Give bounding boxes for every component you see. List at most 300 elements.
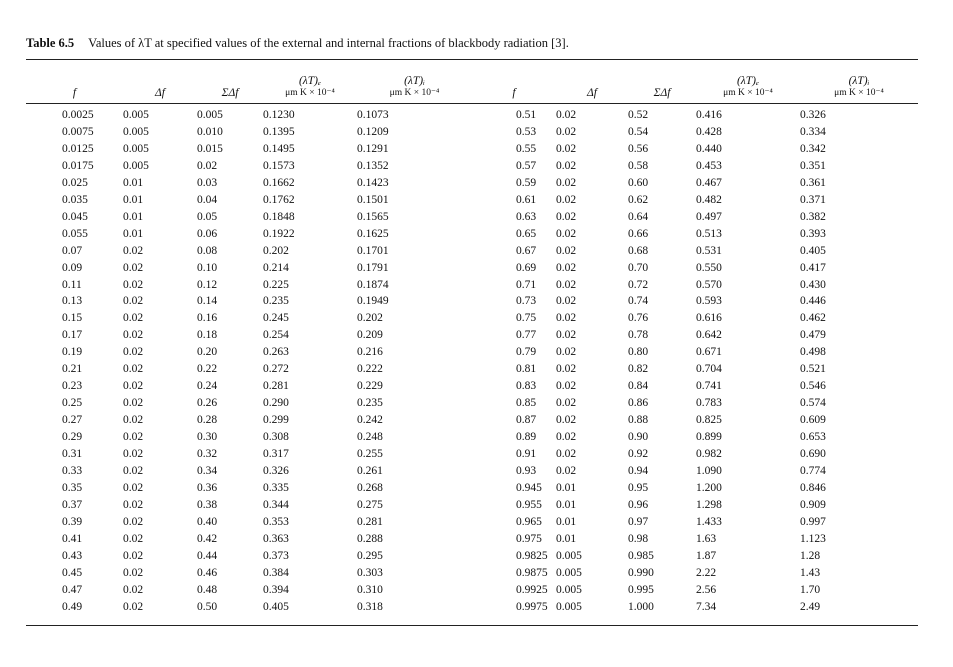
table-cell: 0.25 [62,397,83,410]
table-cell: 0.83 [516,380,537,393]
table-row [26,582,918,599]
table-cell: 0.272 [263,363,289,376]
table-cell: 0.02 [123,380,144,393]
table-cell: 0.290 [263,397,289,410]
table-cell: 0.02 [123,312,144,325]
table-cell: 0.513 [696,227,722,240]
table-cell: 0.89 [516,431,537,444]
table-cell: 0.382 [800,210,826,223]
table-cell: 0.1791 [357,261,389,274]
table-cell: 0.16 [197,312,218,325]
table-cell: 0.1423 [357,176,389,189]
table-cell: 0.02 [123,397,144,410]
col-header: (λT)ₑ μm K × 10⁻⁴ [723,75,773,98]
table-cell: 0.24 [197,380,218,393]
table-cell: 0.17 [62,329,83,342]
table-cell: 0.02 [556,159,577,172]
table-cell: 0.68 [628,244,649,257]
table-cell: 0.93 [516,465,537,478]
table-cell: 0.76 [628,312,649,325]
table-cell: 0.01 [556,532,577,545]
table-cell: 0.01 [556,481,577,494]
table-cell: 0.59 [516,176,537,189]
table-cell: 0.005 [556,566,582,579]
table-row [26,344,918,361]
table-cell: 0.02 [123,515,144,528]
table-cell: 0.65 [516,227,537,240]
table-cell: 0.417 [800,261,826,274]
table-cell: 0.025 [62,176,88,189]
table-cell: 0.02 [556,210,577,223]
table-cell: 0.574 [800,397,826,410]
table-cell: 0.0025 [62,109,94,121]
col-header: f [512,87,516,99]
table-cell: 0.14 [197,295,218,308]
table-cell: 0.78 [628,329,649,342]
table-cell: 0.9925 [516,583,548,596]
table-cell: 0.42 [197,532,218,545]
table-cell: 0.02 [123,600,144,613]
table-cell: 0.80 [628,346,649,359]
table-cell: 0.373 [263,549,289,562]
table-cell: 7.34 [696,600,717,613]
table-cell: 0.09 [62,261,83,274]
table-cell: 0.02 [123,465,144,478]
table-cell: 0.44 [197,549,218,562]
table-cell: 0.704 [696,363,722,376]
table-cell: 0.01 [556,498,577,511]
table-cell: 0.281 [263,380,289,393]
table-row [26,260,918,277]
table-cell: 0.02 [556,431,577,444]
table-row [26,429,918,446]
table-cell: 0.430 [800,278,826,291]
table-cell: 0.550 [696,261,722,274]
table-cell: 0.479 [800,329,826,342]
table-cell: 0.02 [556,448,577,461]
table-cell: 0.71 [516,278,537,291]
table-cell: 0.98 [628,532,649,545]
table-cell: 0.1565 [357,210,389,223]
table-row [26,141,918,158]
table-cell: 0.94 [628,465,649,478]
table-cell: 0.27 [62,414,83,427]
table-row [26,293,918,310]
table-cell: 0.222 [357,363,383,376]
table-cell: 0.741 [696,380,722,393]
table-cell: 0.34 [197,465,218,478]
table-cell: 0.1495 [263,142,295,155]
table-cell: 0.462 [800,312,826,325]
table-cell: 0.29 [62,431,83,444]
table-cell: 0.405 [263,600,289,613]
table-cell: 0.02 [556,193,577,206]
table-row [26,101,918,124]
table-cell: 0.01 [123,227,144,240]
table-cell: 0.690 [800,448,826,461]
table-cell: 2.56 [696,583,717,596]
table-cell: 0.88 [628,414,649,427]
table-cell: 0.416 [696,109,722,121]
table-cell: 0.308 [263,431,289,444]
table-cell: 0.521 [800,363,826,376]
table-cell: 0.02 [123,414,144,427]
table-cell: 0.73 [516,295,537,308]
table-cell: 0.02 [556,465,577,478]
table-cell: 0.02 [556,278,577,291]
col-header: Δf [155,87,165,99]
table-cell: 0.334 [800,125,826,138]
table-cell: 0.87 [516,414,537,427]
table-cell: 0.02 [197,159,218,172]
table-cell: 0.02 [123,261,144,274]
table-cell: 0.62 [628,193,649,206]
table-cell: 0.570 [696,278,722,291]
table-cell: 0.66 [628,227,649,240]
table-cell: 0.13 [62,295,83,308]
table-cell: 0.75 [516,312,537,325]
table-cell: 0.57 [516,159,537,172]
table-cell: 0.02 [556,176,577,189]
table-row [26,480,918,497]
table-cell: 0.1762 [263,193,295,206]
table-row [26,378,918,395]
table-cell: 0.79 [516,346,537,359]
table-cell: 0.995 [628,583,654,596]
table-cell: 0.02 [123,448,144,461]
table-cell: 0.0075 [62,125,94,138]
table-cell: 0.38 [197,498,218,511]
table-cell: 0.85 [516,397,537,410]
table-cell: 0.23 [62,380,83,393]
table-cell: 0.47 [62,583,83,596]
table-cell: 0.84 [628,380,649,393]
table-row [26,175,918,192]
table-cell: 0.440 [696,142,722,155]
table-row [26,243,918,260]
table-cell: 0.990 [628,566,654,579]
table-cell: 0.20 [197,346,218,359]
table-cell: 0.965 [516,515,542,528]
table-cell: 0.02 [556,414,577,427]
table-cell: 0.846 [800,481,826,494]
table-cell: 0.96 [628,498,649,511]
table-cell: 0.60 [628,176,649,189]
table-cell: 0.546 [800,380,826,393]
table-cell: 0.997 [800,515,826,528]
table-cell: 0.97 [628,515,649,528]
col-header: ΣΔf [653,87,671,99]
table-cell: 0.015 [197,142,223,155]
table-cell: 0.40 [197,515,218,528]
col-header: (λT)ₑ μm K × 10⁻⁴ [285,75,335,98]
table-cell: 0.46 [197,566,218,579]
table-cell: 0.1352 [357,159,389,172]
table-cell: 0.12 [197,278,218,291]
table-row [26,310,918,327]
table-cell: 0.955 [516,498,542,511]
table-cell: 0.005 [556,600,582,613]
table-row [26,124,918,141]
table-cell: 1.87 [696,549,717,562]
table-cell: 0.214 [263,261,289,274]
table-cell: 0.67 [516,244,537,257]
table-cell: 0.446 [800,295,826,308]
table-cell: 0.235 [263,295,289,308]
table-cell: 0.02 [556,109,577,121]
table-cell: 0.02 [556,312,577,325]
table-cell: 0.005 [123,125,149,138]
table-cell: 0.02 [556,380,577,393]
col-header: (λT)ᵢ μm K × 10⁻⁴ [389,75,440,98]
table-cell: 0.609 [800,414,826,427]
table-cell: 2.22 [696,566,717,579]
table-cell: 1.70 [800,583,821,596]
table-cell: 0.11 [62,278,82,291]
table-cell: 0.361 [800,176,826,189]
table-cell: 0.02 [123,295,144,308]
table-cell: 0.1291 [357,142,389,155]
table-cell: 0.02 [556,125,577,138]
table-cell: 0.22 [197,363,218,376]
table-cell: 0.02 [123,329,144,342]
table-row [26,412,918,429]
table-cell: 0.08 [197,244,218,257]
table-cell: 0.498 [800,346,826,359]
table-row [26,548,918,565]
table-cell: 0.229 [357,380,383,393]
table-cell: 0.783 [696,397,722,410]
table-cell: 0.37 [62,498,83,511]
table-cell: 0.02 [123,363,144,376]
table-cell: 0.005 [556,583,582,596]
table-row [26,395,918,412]
table-cell: 0.982 [696,448,722,461]
table-cell: 0.202 [263,244,289,257]
table-row [26,192,918,209]
table-cell: 1.63 [696,532,717,545]
table-cell: 0.005 [123,159,149,172]
table-cell: 0.005 [123,142,149,155]
table-cell: 0.54 [628,125,649,138]
table-cell: 0.945 [516,481,542,494]
table-cell: 0.351 [800,159,826,172]
table-cell: 0.344 [263,498,289,511]
table-cell: 0.909 [800,498,826,511]
table-cell: 0.045 [62,210,88,223]
table-cell: 0.985 [628,549,654,562]
table-cell: 0.1874 [357,278,389,291]
table-cell: 0.317 [263,448,289,461]
table-cell: 1.433 [696,515,722,528]
table-cell: 0.50 [197,600,218,613]
table-cell: 0.52 [628,109,649,121]
table-cell: 0.02 [556,244,577,257]
table-cell: 0.28 [197,414,218,427]
table-cell: 0.825 [696,414,722,427]
table-cell: 0.56 [628,142,649,155]
table-row [26,158,918,175]
table-cell: 0.02 [556,363,577,376]
table-cell: 0.255 [357,448,383,461]
table-cell: 0.41 [62,532,83,545]
table-cell: 0.209 [357,329,383,342]
table-cell: 0.1662 [263,176,295,189]
table-cell: 0.30 [197,431,218,444]
table-cell: 0.90 [628,431,649,444]
table-body [26,101,918,616]
table-cell: 0.393 [800,227,826,240]
table-cell: 0.342 [800,142,826,155]
table-row [26,327,918,344]
header-row [26,61,918,101]
col-header: ΣΔf [221,87,239,99]
table-cell: 0.235 [357,397,383,410]
table-cell: 0.275 [357,498,383,511]
table-cell: 0.92 [628,448,649,461]
table-cell: 0.9825 [516,549,548,562]
table-cell: 0.63 [516,210,537,223]
table-cell: 0.21 [62,363,83,376]
blackbody-fraction-table [26,61,918,616]
table-cell: 0.005 [123,109,149,121]
table-cell: 0.77 [516,329,537,342]
table-cell: 0.0175 [62,159,94,172]
table-cell: 0.48 [197,583,218,596]
table-cell: 0.263 [263,346,289,359]
table-cell: 0.326 [263,465,289,478]
table-caption [26,36,569,51]
table-cell: 0.02 [123,583,144,596]
table-cell: 0.26 [197,397,218,410]
table-cell: 0.482 [696,193,722,206]
table-cell: 0.31 [62,448,83,461]
table-cell: 1.000 [628,600,654,613]
table-row [26,497,918,514]
table-cell: 0.02 [123,481,144,494]
table-row [26,514,918,531]
table-cell: 0.02 [123,244,144,257]
table-cell: 0.335 [263,481,289,494]
table-cell: 0.95 [628,481,649,494]
table-cell: 0.02 [556,397,577,410]
table-cell: 0.0125 [62,142,94,155]
table-cell: 0.01 [123,176,144,189]
table-cell: 0.299 [263,414,289,427]
table-cell: 0.248 [357,431,383,444]
table-row [26,209,918,226]
table-cell: 0.15 [62,312,83,325]
table-cell: 0.467 [696,176,722,189]
table-cell: 0.428 [696,125,722,138]
table-cell: 0.72 [628,278,649,291]
table-cell: 0.02 [123,278,144,291]
table-cell: 0.281 [357,515,383,528]
table-cell: 0.1073 [357,109,389,121]
table-cell: 0.1848 [263,210,295,223]
table-cell: 0.593 [696,295,722,308]
table-cell: 1.43 [800,566,821,579]
table-cell: 0.02 [556,329,577,342]
table-cell: 0.39 [62,515,83,528]
table-cell: 0.035 [62,193,88,206]
table-cell: 0.010 [197,125,223,138]
table-cell: 0.04 [197,193,218,206]
table-cell: 1.298 [696,498,722,511]
bottom-rule [26,625,918,626]
table-cell: 0.02 [123,498,144,511]
table-cell: 0.69 [516,261,537,274]
table-cell: 0.53 [516,125,537,138]
table-cell: 0.261 [357,465,383,478]
table-cell: 0.01 [123,210,144,223]
table-cell: 0.02 [123,532,144,545]
table-cell: 0.326 [800,109,826,121]
table-cell: 0.55 [516,142,537,155]
table-cell: 0.02 [123,431,144,444]
table-cell: 0.02 [556,227,577,240]
table-cell: 0.9975 [516,600,548,613]
table-cell: 0.36 [197,481,218,494]
table-cell: 0.616 [696,312,722,325]
table-cell: 0.005 [197,109,223,121]
table-cell: 0.01 [556,515,577,528]
table-cell: 0.268 [357,481,383,494]
table-cell: 0.363 [263,532,289,545]
table-cell: 0.295 [357,549,383,562]
table-cell: 0.61 [516,193,537,206]
table-cell: 0.1501 [357,193,389,206]
table-row [26,463,918,480]
table-cell: 0.64 [628,210,649,223]
table-cell: 0.58 [628,159,649,172]
table-cell: 0.43 [62,549,83,562]
table-cell: 0.310 [357,583,383,596]
table-cell: 2.49 [800,600,821,613]
table-cell: 0.1701 [357,244,389,257]
table-cell: 0.371 [800,193,826,206]
table-cell: 0.288 [357,532,383,545]
table-cell: 0.975 [516,532,542,545]
table-cell: 1.090 [696,465,722,478]
table-cell: 0.1922 [263,227,295,240]
table-cell: 0.353 [263,515,289,528]
table-cell: 0.318 [357,600,383,613]
table-cell: 0.33 [62,465,83,478]
table-cell: 0.671 [696,346,722,359]
table-cell: 0.02 [556,142,577,155]
table-cell: 0.18 [197,329,218,342]
table-cell: 0.02 [123,566,144,579]
table-cell: 1.28 [800,549,821,562]
table-cell: 0.01 [123,193,144,206]
table-cell: 0.642 [696,329,722,342]
table-cell: 1.200 [696,481,722,494]
table-cell: 1.123 [800,532,826,545]
table-cell: 0.005 [556,549,582,562]
table-row [26,226,918,243]
table-cell: 0.497 [696,210,722,223]
table-cell: 0.91 [516,448,537,461]
table-cell: 0.774 [800,465,826,478]
table-cell: 0.03 [197,176,218,189]
table-title: Values of λT at specified values of the external and internal fractions of blackbody radiation [3]. [88,36,569,50]
table-row [26,277,918,294]
table-cell: 0.9875 [516,566,548,579]
table-cell: 0.254 [263,329,289,342]
col-header: f [72,87,77,99]
table-cell: 0.394 [263,583,289,596]
